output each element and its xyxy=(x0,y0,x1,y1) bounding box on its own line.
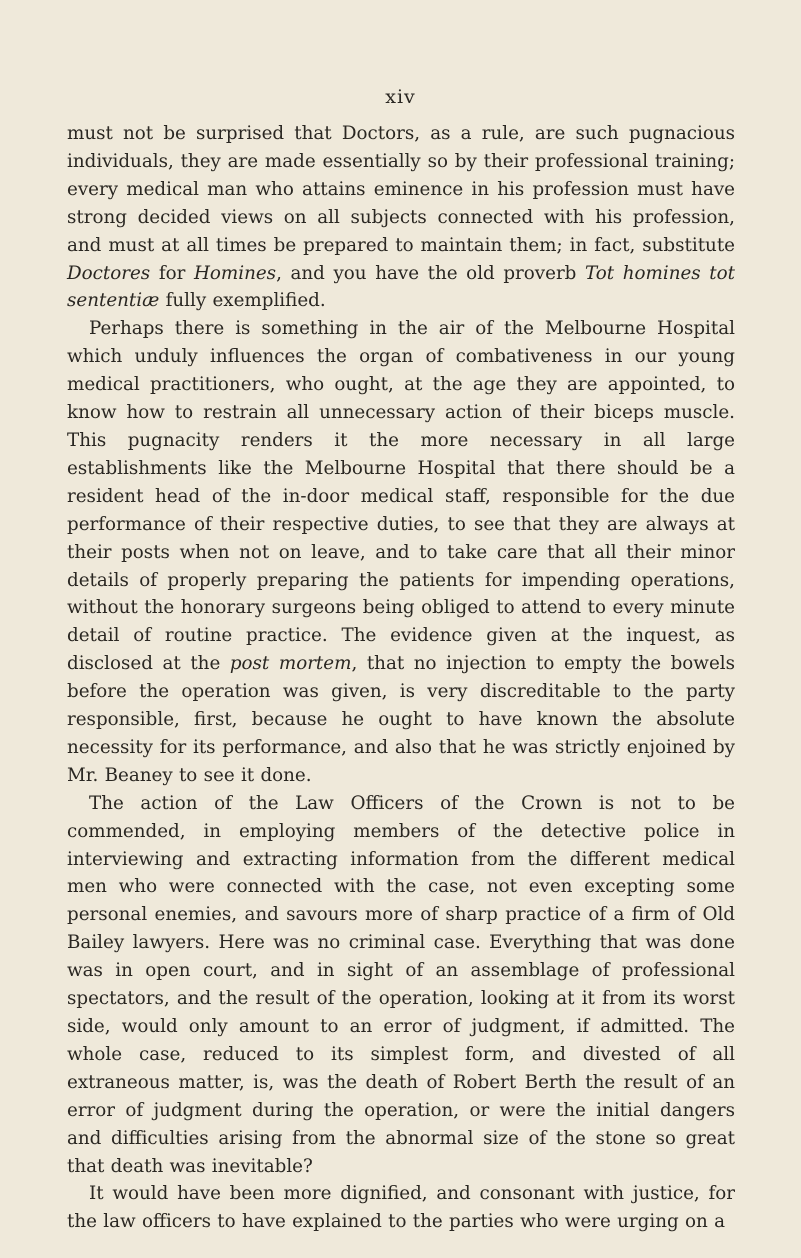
text-run: for xyxy=(150,262,194,284)
italic-run: Tot homines tot sententiæ xyxy=(67,262,736,312)
italic-run: post mortem xyxy=(229,653,352,675)
page-number: xiv xyxy=(385,86,416,108)
text-run: Perhaps there is something in the air of the Melbourne Hospital which unduly influences the organ of combativeness in our young medical practitioners, who ought, at the age they are appointed, to know how to restrain all unnecessary action of their biceps muscle. This pugnacity renders it the more necessary in all large establishments like the Melbourne Hospital that there should be a resident head of the in-door medical staff, responsible for the due performance of their respective duties, to see that they are always at their posts when not on leave, and to take care that all their minor details of properly preparing the patients for impending operations, without the honorary surgeons being obliged to attend to every minute detail of routine practice. The evidence given at the inquest, as disclosed at the xyxy=(67,318,735,675)
text-run: fully exemplified. xyxy=(159,290,326,312)
italic-run: Doctores xyxy=(67,262,151,284)
text-run: must not be surprised that Doctors, as a rule, are such pugnacious individuals, they are made essentially so by their professional training; every medical man who attains eminence in his profession must have strong decided views on all subjects connected with his profession, and must at all times be prepared to maintain them; in fact, substitute xyxy=(67,123,735,256)
paragraph-2 xyxy=(67,315,735,789)
text-run: It would have been more dignified, and consonant with justice, for the law officers to have explained to the parties who were urging on a xyxy=(67,1183,735,1233)
text-run: , that no injection to empty the bowels before the operation was given, is very discreditable to the party responsible, first, because he ought to have known the absolute necessity for its performance, and also that he was strictly enjoined by Mr. Beaney to see it done. xyxy=(67,653,735,786)
paragraph-3 xyxy=(67,790,735,1181)
body-text xyxy=(67,120,735,1236)
paragraph-1 xyxy=(67,120,735,315)
paragraph-4 xyxy=(67,1180,735,1236)
text-run: The action of the Law Officers of the Crown is not to be commended, in employing members of the detective police in interviewing and extracting information from the different medical men who were connected with the case, not even excepting some personal enemies, and savours more of sharp practice of a firm of Old Bailey lawyers. Here was no criminal case. Everything that was done was in open court, and in sight of an assemblage of professional spectators, and the result of the operation, looking at it from its worst side, would only amount to an error of judgment, if admitted. The whole case, reduced to its simplest form, and divested of all extraneous matter, is, was the death of Robert Berth the result of an error of judgment during the operation, or were the initial dangers and difficulties arising from the abnormal size of the stone so great that death was inevitable? xyxy=(67,792,735,1177)
text-run: , and you have the old proverb xyxy=(276,262,586,284)
italic-run: Homines xyxy=(193,262,277,284)
